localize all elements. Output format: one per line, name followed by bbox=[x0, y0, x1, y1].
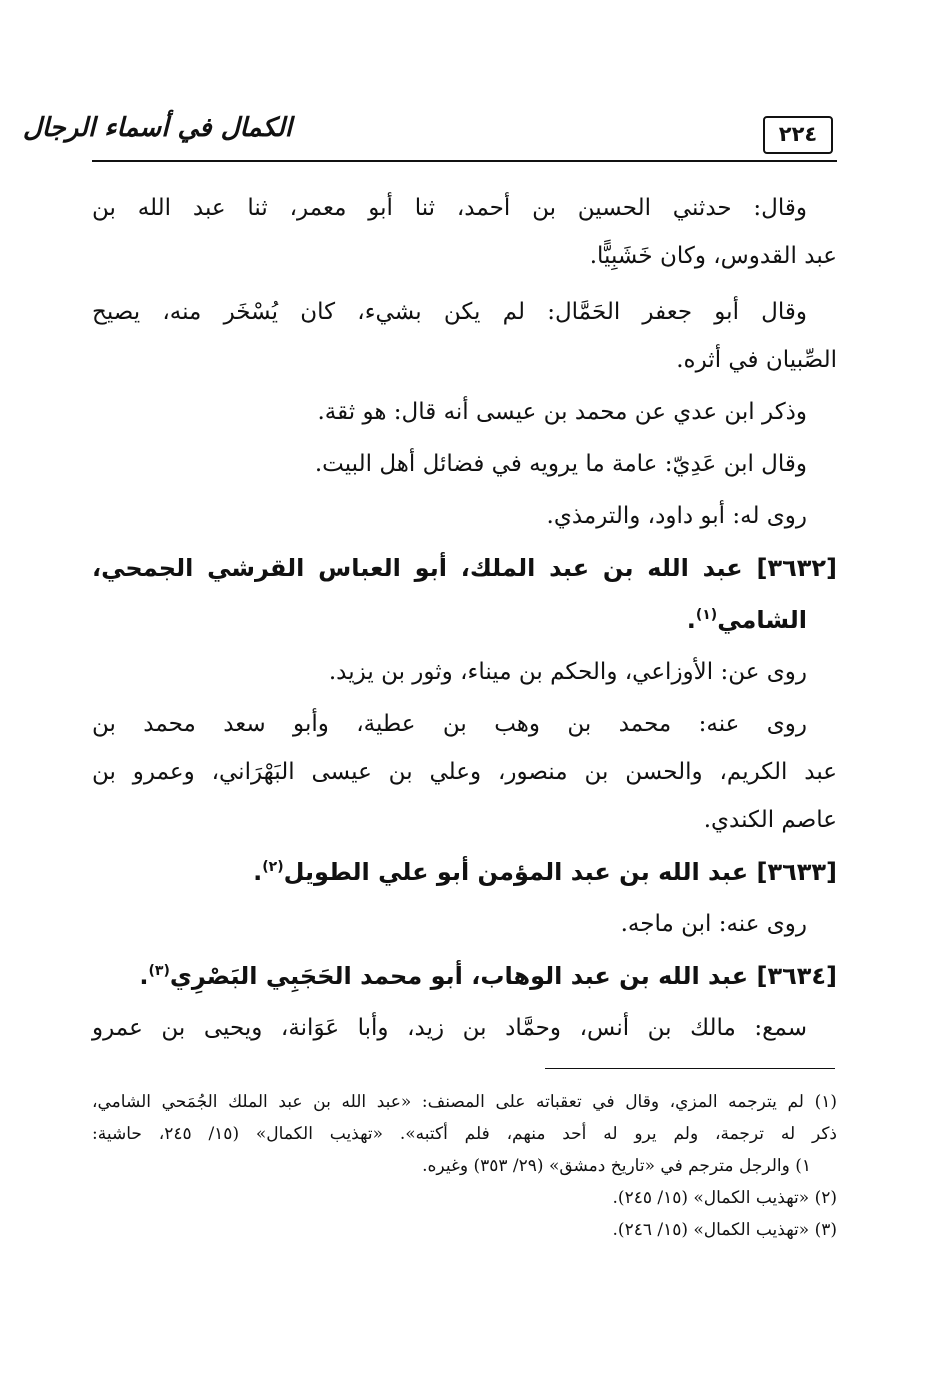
footnote-marker: (١) bbox=[695, 607, 718, 623]
footnote-line: (٢) «تهذيب الكمال» (١٥/ ٢٤٥). bbox=[612, 1188, 837, 1208]
entry-heading-3634 bbox=[92, 952, 837, 1000]
footnote-line: (٣) «تهذيب الكمال» (١٥/ ٢٤٦). bbox=[612, 1220, 837, 1240]
entry-heading-3633 bbox=[92, 848, 837, 896]
text-line: وقال أبو جعفر الحَمَّال: لم يكن بشيء، كان يُسْخَر منه، يصيح bbox=[92, 299, 807, 325]
text-line: الصِّبيان في أثره. bbox=[676, 347, 837, 373]
text-line: وذكر ابن عدي عن محمد بن عيسى أنه قال: هو ثقة. bbox=[317, 399, 807, 425]
text-line: روى عن: الأوزاعي، والحكم بن ميناء، وثور بن يزيد. bbox=[328, 659, 807, 685]
running-header-title: الكمال في أسماء الرجال bbox=[22, 113, 292, 143]
footnote-line: ذكر له ترجمة، ولم يرو له أحد منهم، فلم أكتبه». «تهذيب الكمال» (١٥/ ٢٤٥، حاشية: bbox=[92, 1124, 837, 1144]
footnote-marker: (٣) bbox=[148, 963, 170, 979]
text-line: عبد الكريم، والحسن بن منصور، وعلي بن عيسى البَهْرَاني، وعمرو بن bbox=[92, 759, 837, 785]
entry-heading-3632-cont bbox=[92, 596, 837, 644]
text-line: سمع: مالك بن أنس، وحمَّاد بن زيد، وأبا عَوَانة، ويحيى بن عمرو bbox=[92, 1015, 807, 1041]
text-line: روى عنه: ابن ماجه. bbox=[620, 911, 807, 937]
heading-period: . bbox=[253, 858, 263, 886]
page-number: ٢٢٤ bbox=[763, 116, 833, 154]
footnote-marker: (٢) bbox=[262, 859, 284, 875]
text-line: وقال ابن عَدِيّ: عامة ما يرويه في فضائل أهل البيت. bbox=[314, 451, 807, 477]
heading-text: [٣٦٣٣] عبد الله بن عبد المؤمن أبو علي الطويل bbox=[283, 858, 837, 886]
footnote-line: (١) لم يترجمه المزي، وقال في تعقباته على المصنف: «عبد الله بن عبد الملك الجُمَحي الشامي، bbox=[92, 1092, 837, 1112]
text-line: عبد القدوس، وكان خَشَبِيًّا. bbox=[589, 243, 837, 269]
text-line: وقال: حدثني الحسين بن أحمد، ثنا أبو معمر، ثنا عبد الله بن bbox=[92, 195, 807, 221]
text-line: روى عنه: محمد بن وهب بن عطية، وأبو سعد محمد بن bbox=[92, 711, 807, 737]
heading-text: [٣٦٣٤] عبد الله بن عبد الوهاب، أبو محمد الحَجَبِي البَصْرِي bbox=[169, 962, 837, 990]
heading-period: . bbox=[686, 606, 696, 634]
header-rule bbox=[92, 160, 837, 162]
heading-period: . bbox=[139, 962, 149, 990]
heading-text: الشامي bbox=[717, 606, 807, 634]
footnote-rule bbox=[545, 1068, 835, 1069]
entry-heading-3632: [٣٦٣٢] عبد الله بن عبد الملك، أبو العباس القرشي الجمحي، bbox=[92, 554, 837, 582]
footnote-line: ١) والرجل مترجم في «تاريخ دمشق» (٢٩/ ٣٥٣) وغيره. bbox=[422, 1156, 811, 1176]
text-line: عاصم الكندي. bbox=[703, 807, 837, 833]
text-line: روى له: أبو داود، والترمذي. bbox=[546, 503, 807, 529]
